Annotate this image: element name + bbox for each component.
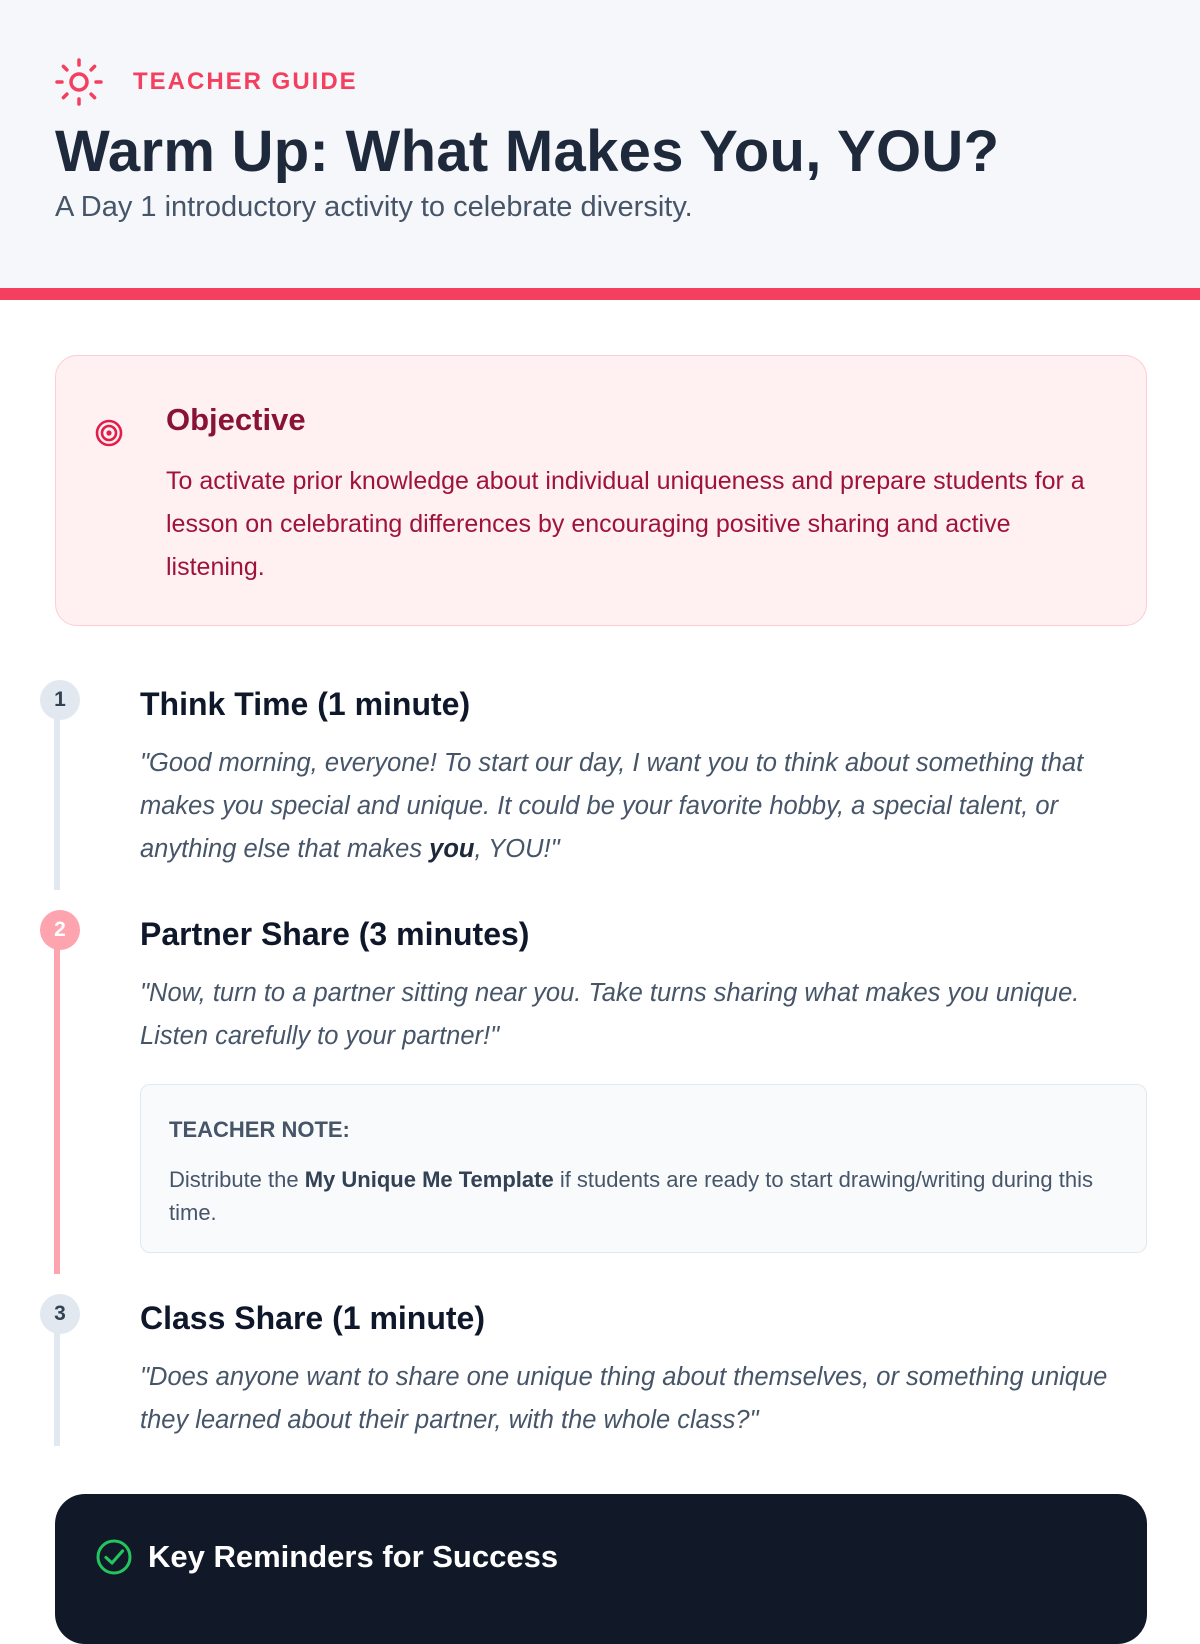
page-title: Warm Up: What Makes You, YOU? — [55, 119, 1000, 184]
step-number-badge: 1 — [40, 680, 80, 720]
step-title: Think Time (1 minute) — [140, 686, 471, 722]
teacher-note-text — [169, 1163, 1109, 1229]
quote-emphasis: you — [429, 835, 475, 863]
key-reminders-title: Key Reminders for Success — [148, 1539, 559, 1574]
note-text-start: Distribute the — [169, 1167, 305, 1192]
step-timeline-line — [54, 930, 60, 1274]
target-icon — [94, 418, 124, 453]
objective-text: To activate prior knowledge about individual uniqueness and prepare students for a lesson on celebrating differences by encouraging positive sharing and active listening. — [166, 467, 1085, 581]
step-title: Class Share (1 minute) — [140, 1300, 485, 1336]
step-timeline-line — [54, 700, 60, 890]
sun-icon — [55, 58, 103, 106]
check-circle-icon — [95, 1538, 133, 1581]
step-number-badge: 3 — [40, 1294, 80, 1334]
page-header — [0, 0, 1200, 300]
eyebrow — [55, 58, 358, 106]
teacher-note-label: TEACHER NOTE: — [169, 1117, 350, 1142]
step-quote — [140, 742, 1150, 871]
step-quote: "Does anyone want to share one unique thing about themselves, or something unique they learned about their partner, with the whole class?" — [140, 1363, 1108, 1434]
eyebrow-label: TEACHER GUIDE — [133, 68, 358, 95]
objective-title: Objective — [166, 402, 306, 437]
page-subtitle: A Day 1 introductory activity to celebrate diversity. — [55, 191, 693, 223]
key-reminders-panel — [55, 1494, 1147, 1644]
note-text-end: if students are ready to start drawing/writing during this time. — [169, 1167, 1093, 1225]
step-title: Partner Share (3 minutes) — [140, 916, 530, 952]
step-quote: "Now, turn to a partner sitting near you. Take turns sharing what makes you unique. Listen carefully to your partner!" — [140, 979, 1080, 1050]
template-name: My Unique Me Template — [304, 1167, 554, 1192]
teacher-note — [140, 1084, 1147, 1253]
step-number-badge: 2 — [40, 910, 80, 950]
objective-card — [55, 355, 1147, 626]
quote-text-end: , YOU!" — [474, 835, 560, 863]
quote-text: "Good morning, everyone! To start our day, I want you to think about something that makes you special and unique. It could be your favorite hobby, a special talent, or anything else that makes — [140, 749, 1084, 863]
